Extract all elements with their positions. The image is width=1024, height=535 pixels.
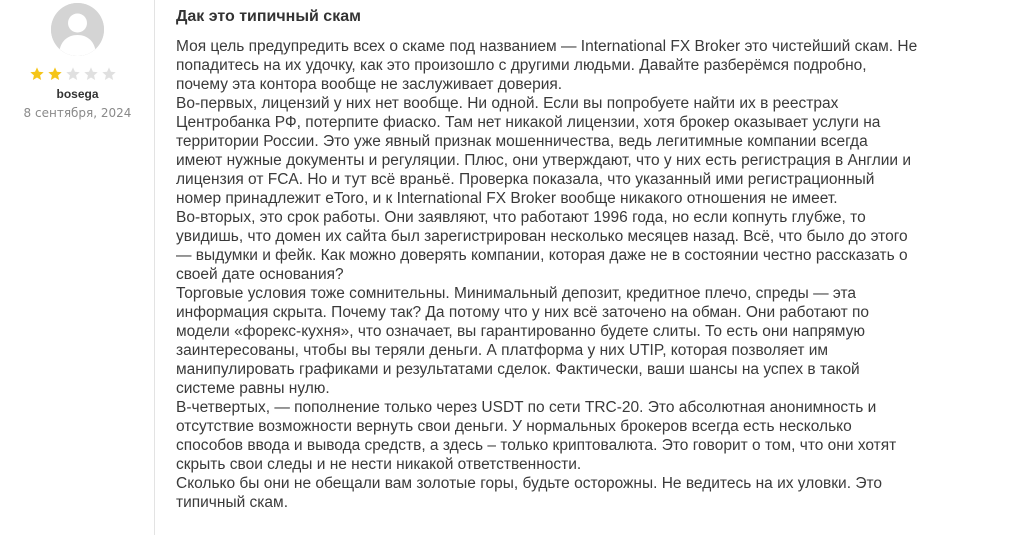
review-text-line: номер принадлежит eToro, и к International FX Broker вообще никакого отношения не имеет.	[176, 190, 838, 207]
review-text-line: Торговые условия тоже сомнительны. Минимальный депозит, кредитное плечо, спреды — эта	[176, 285, 857, 302]
review-author-panel	[0, 0, 155, 535]
star-icon	[83, 66, 99, 82]
review-text-line: скрыть свои следы и не нести никакой ответственности.	[176, 456, 582, 473]
review-text-line: способов ввода и вывода средств, а здесь – только криптовалюта. Это говорит о том, что они хотят	[176, 437, 897, 454]
review-text-line: модели «форекс-кухня», что означает, вы гарантированно будете слиты. То есть они напрямую	[176, 323, 865, 340]
review-content	[176, 7, 1016, 512]
review-text-line: почему эта контора вообще не заслуживает доверия.	[176, 76, 563, 93]
review-text-line: своей дате основания?	[176, 266, 344, 283]
review-text-line: попадитесь на их удочку, как это произошло с другими людьми. Давайте разберёмся подробно,	[176, 57, 867, 74]
review-username[interactable]: bosega	[56, 87, 99, 101]
review-body	[176, 37, 1016, 512]
review-text-line: имеют нужные документы и регуляции. Плюс, они утверждают, что у них есть регистрация в Англии и	[176, 152, 912, 169]
review-text-line: Во-первых, лицензий у них нет вообще. Ни одной. Если вы попробуете найти их в реестрах	[176, 95, 839, 112]
review-text-line: — выдумки и фейк. Как можно доверять компании, которая даже не в состоянии честно рассказать о	[176, 247, 908, 264]
avatar	[51, 3, 104, 56]
review-text-line: Сколько бы они не обещали вам золотые горы, будьте осторожны. Не ведитесь на их уловки. Это	[176, 475, 882, 492]
review-text-line: манипулировать графиками и результатами сделок. Фактически, ваши шансы на успех в такой	[176, 361, 860, 378]
review-title: Дак это типичный скам	[176, 8, 361, 25]
review-text-line: типичный скам.	[176, 494, 289, 511]
review-text-line: В-четвертых, — пополнение только через USDT по сети TRC-20. Это абсолютная анонимность и	[176, 399, 877, 416]
review-text-line: увидишь, что домен их сайта был зарегистрирован несколько месяцев назад. Всё, что было до этого	[176, 228, 908, 245]
star-icon	[101, 66, 117, 82]
review-text-line: отсутствие возможности вернуть свои деньги. У нормальных брокеров всегда есть несколько	[176, 418, 852, 435]
star-rating	[29, 66, 117, 84]
review-date: 8 сентября, 2024	[23, 106, 132, 120]
star-icon	[47, 66, 63, 82]
review-text-line: Во-вторых, это срок работы. Они заявляют, что работают 1996 года, но если копнуть глубже, то	[176, 209, 866, 226]
review-text-line: Моя цель предупредить всех о скаме под названием — International FX Broker это чистейший скам. Не	[176, 38, 918, 55]
review-text-line: Центробанка РФ, потерпите фиаско. Там нет никакой лицензии, хотя брокер оказывает услуги на	[176, 114, 881, 131]
review-text-line: информация скрыта. Почему так? Да потому что у них всё заточено на обман. Они работают по	[176, 304, 870, 321]
review-text-line: системе равны нулю.	[176, 380, 330, 397]
user-silhouette-icon	[51, 3, 104, 56]
review-text-line: заинтересованы, чтобы вы теряли деньги. А платформа у них UTIP, которая позволяет им	[176, 342, 829, 359]
star-icon	[65, 66, 81, 82]
review-text-line: лицензия от FCA. Но и тут всё враньё. Проверка показала, что указанный ими регистрационный	[176, 171, 875, 188]
star-icon	[29, 66, 45, 82]
review-text-line: территории России. Это уже явный признак мошенничества, ведь легитимные компании всегда	[176, 133, 868, 150]
